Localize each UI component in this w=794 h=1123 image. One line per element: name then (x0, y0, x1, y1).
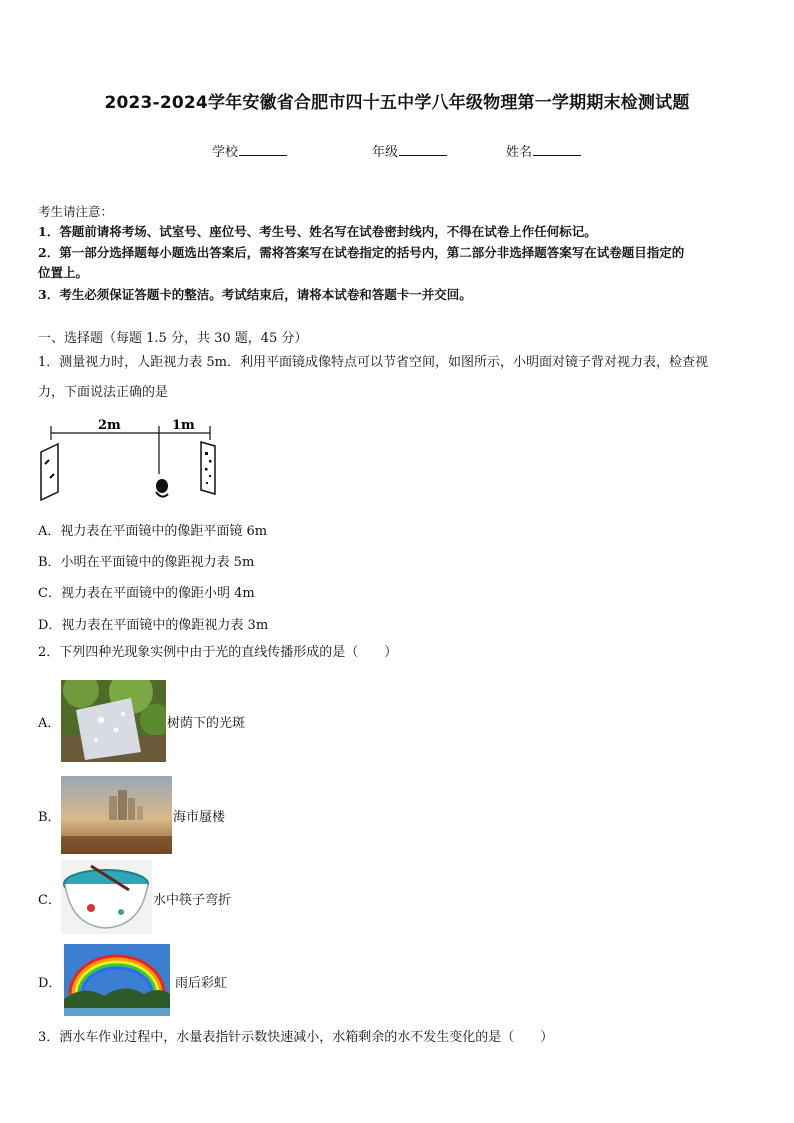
page-title: 2023-2024学年安徽省合肥市四十五中学八年级物理第一学期期末检测试题 (104, 93, 690, 113)
q2-option-a-caption: 树荫下的光斑 (167, 716, 246, 731)
notice-heading: 考生请注意： (38, 204, 114, 219)
question-1-line-1: 1．测量视力时，人距视力表 5m．利用平面镜成像特点可以节省空间，如图所示，小明面对镜子背对视力表，检查视 (38, 355, 709, 370)
q2-option-c-caption: 水中筷子弯折 (153, 893, 232, 908)
name-label: 姓名 (506, 145, 533, 160)
q2-option-d-caption: 雨后彩虹 (175, 976, 228, 991)
question-2-stem: 2．下列四种光现象实例中由于光的直线传播形成的是（ ） (38, 645, 398, 660)
q1-option-b[interactable]: B．小明在平面镜中的像距视力表 5m (38, 555, 255, 570)
grade-label: 年级 (372, 145, 399, 160)
question-3-stem: 3．洒水车作业过程中，水量表指针示数快速减小，水箱剩余的水不发生变化的是（ ） (38, 1030, 554, 1045)
eye-chart-icon (201, 442, 215, 494)
grade-blank[interactable] (399, 143, 447, 156)
q2-option-d-letter[interactable]: D． (38, 976, 62, 991)
grade-field (372, 141, 447, 160)
question-1-line-2: 力，下面说法正确的是 (38, 385, 169, 400)
label-2m: 2m (98, 418, 121, 433)
tree-shade-image (61, 680, 166, 762)
school-field (212, 141, 287, 160)
name-field (506, 141, 581, 160)
notice-item: 1．答题前请将考场、试室号、座位号、考生号、姓名写在试卷密封线内，不得在试卷上作任何标记。 (38, 224, 597, 239)
q1-option-d[interactable]: D．视力表在平面镜中的像距视力表 3m (38, 618, 269, 633)
notice-item: 位置上。 (38, 265, 89, 280)
name-blank[interactable] (533, 143, 581, 156)
label-1m: 1m (172, 418, 195, 433)
q2-option-a-letter[interactable]: A． (38, 716, 61, 731)
q2-option-b-caption: 海市蜃楼 (173, 810, 226, 825)
section-heading: 一、选择题（每题 1.5 分，共 30 题，45 分） (38, 331, 308, 346)
q2-option-b-letter[interactable]: B． (38, 810, 61, 825)
q1-option-a[interactable]: A．视力表在平面镜中的像距平面镜 6m (38, 524, 268, 539)
school-blank[interactable] (239, 143, 287, 156)
q1-option-c[interactable]: C．视力表在平面镜中的像距小明 4m (38, 586, 255, 601)
school-label: 学校 (212, 145, 239, 160)
notice-item: 3．考生必须保证答题卡的整洁。考试结束后，请将本试卷和答题卡一并交回。 (38, 287, 472, 302)
notice-item: 2．第一部分选择题每小题选出答案后，需将答案写在试卷指定的括号内，第二部分非选择题答案写在试卷题目指定的 (38, 245, 685, 260)
eye-test-figure (38, 414, 222, 506)
rainbow-image (64, 944, 170, 1016)
mirage-image (61, 776, 172, 854)
person-icon (156, 464, 168, 497)
q2-option-c-letter[interactable]: C． (38, 893, 61, 908)
chopsticks-bowl-image (61, 860, 152, 934)
mirror-icon (41, 444, 58, 500)
